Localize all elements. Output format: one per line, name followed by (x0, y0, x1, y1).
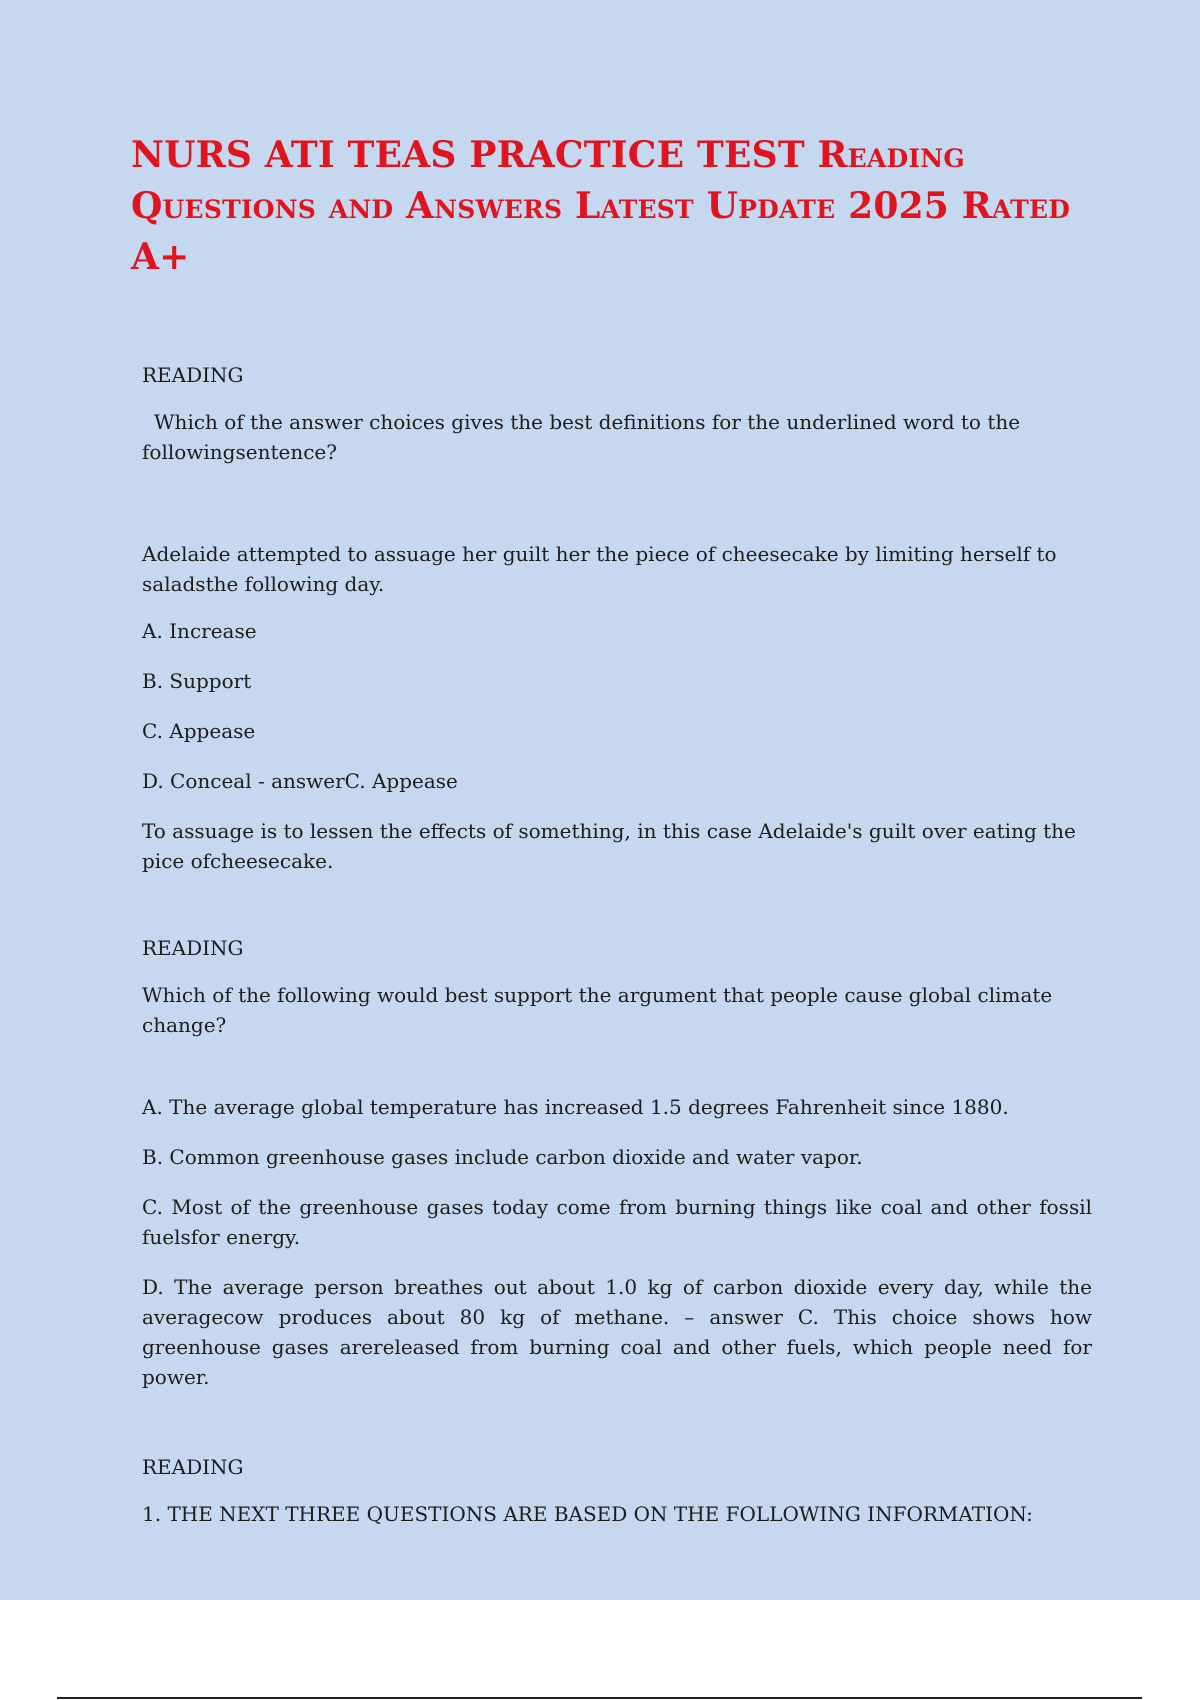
question-block-3 (142, 1452, 1092, 1529)
answer-option-b: B. Common greenhouse gases include carbon dioxide and water vapor. (142, 1145, 863, 1169)
footer-divider (57, 1697, 1142, 1699)
document-title: NURS ATI TEAS PRACTICE TEST Reading Questions and Answers Latest Update 2025 Rated A+ (131, 134, 1071, 278)
section-label: READING (142, 936, 244, 960)
question-prompt: 1. THE NEXT THREE QUESTIONS ARE BASED ON THE FOLLOWING INFORMATION: (142, 1502, 1033, 1526)
section-label: READING (142, 1455, 244, 1479)
question-prompt: Which of the answer choices gives the best definitions for the underlined word to the followingsentence? (142, 410, 1021, 464)
answer-explanation: To assuage is to lessen the effects of something, in this case Adelaide's guilt over eating the pice ofcheesecake. (142, 819, 1076, 873)
question-sentence: Adelaide attempted to assuage her guilt her the piece of cheesecake by limiting herself to saladsthe following day. (142, 542, 1057, 596)
answer-option-c: C. Most of the greenhouse gases today come from burning things like coal and other fossil fuelsfor energy. (142, 1195, 1092, 1249)
answer-option-d: D. Conceal - answerC. Appease (142, 769, 458, 793)
answer-option-d: D. The average person breathes out about 1.0 kg of carbon dioxide every day, while the averagecow produces about 80 kg of methane. – answer C. This choice shows how greenhouse gases arereleased from burning coal and other fuels, which people need for power. (142, 1275, 1092, 1389)
document-body (142, 360, 1092, 1546)
answer-option-b: B. Support (142, 669, 252, 693)
question-prompt: Which of the following would best support the argument that people cause global climate change? (142, 983, 1053, 1037)
answer-option-a: A. Increase (142, 619, 257, 643)
question-block-2 (142, 933, 1092, 1392)
section-label: READING (142, 363, 244, 387)
answer-option-c: C. Appease (142, 719, 256, 743)
question-block-1 (142, 360, 1092, 876)
answer-option-a: A. The average global temperature has increased 1.5 degrees Fahrenheit since 1880. (142, 1095, 1009, 1119)
